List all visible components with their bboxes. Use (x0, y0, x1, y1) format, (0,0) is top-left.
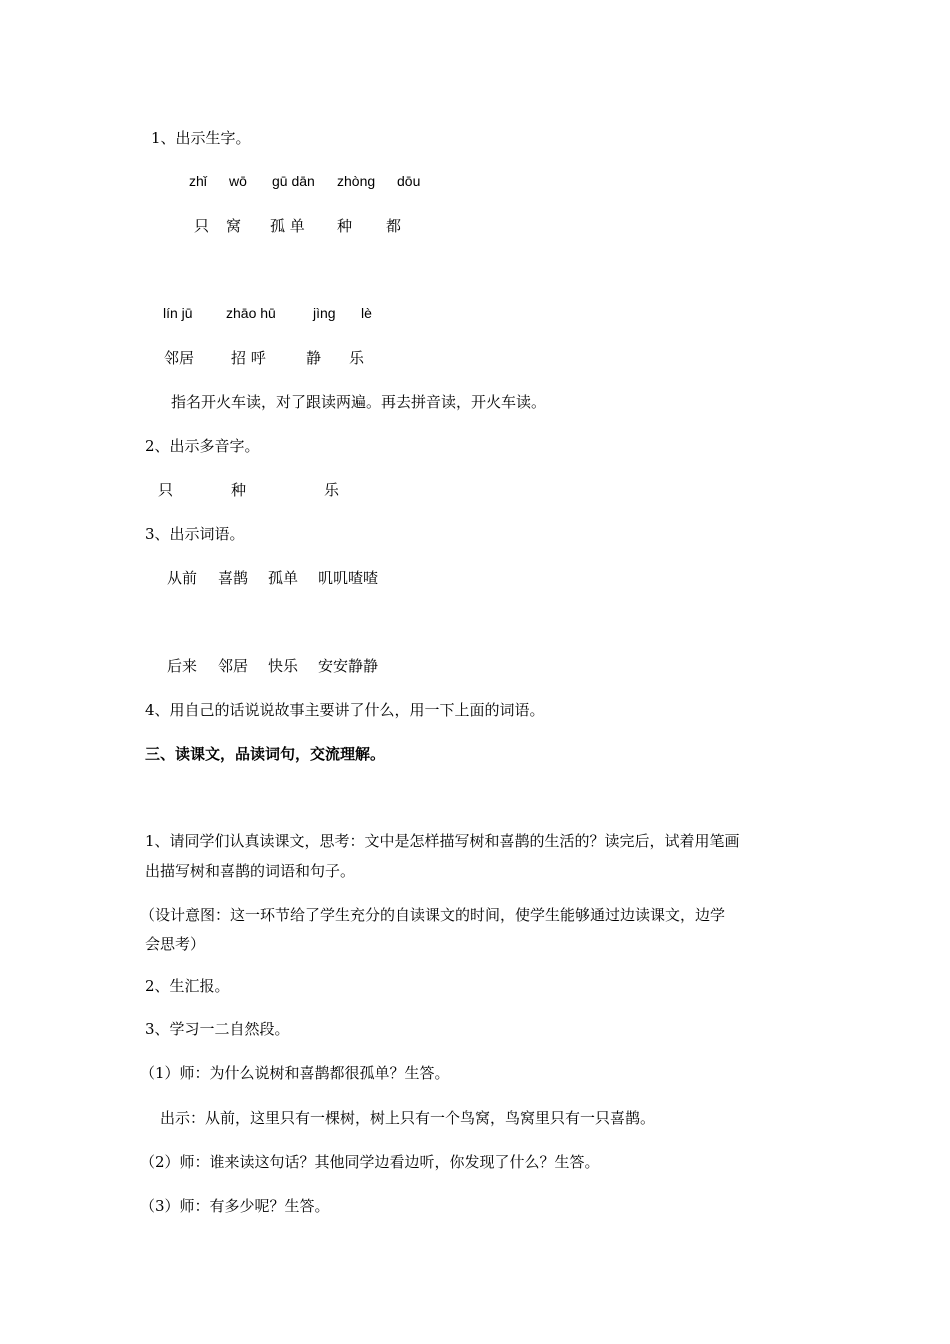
pinyin-le: lè (361, 305, 372, 321)
section4-text: 4、用自己的话说说故事主要讲了什么，用一下上面的词语。 (145, 701, 545, 719)
pinyin-jing: jìng (313, 305, 336, 321)
section2-heading: 2、出示多音字。 (145, 437, 260, 455)
pinyin-gudan: gū dān (272, 173, 315, 189)
pinyin-dou: dōu (397, 173, 421, 189)
char-jing: 静 (306, 349, 322, 367)
section1-instruction: 指名开火车读，对了跟读两遍。再去拼音读，开火车读。 (171, 393, 547, 411)
part3-item3: 3、学习一二自然段。 (145, 1020, 290, 1038)
word-ananjingjing: 安安静静 (318, 657, 379, 675)
word-linju: 邻居 (218, 657, 249, 675)
design-intent-line1: （设计意图：这一环节给了学生充分的自读课文的时间，使学生能够通过边读课文，边学 (140, 906, 726, 924)
char-zhaohu: 招 呼 (231, 349, 266, 367)
word-xique: 喜鹊 (218, 569, 249, 587)
word-gudan: 孤单 (268, 569, 299, 587)
part3-heading: 三、读课文，品读词句，交流理解。 (145, 745, 386, 763)
pinyin-zhaohu: zhāo hū (226, 305, 276, 321)
char-zhi: 只 (194, 217, 210, 235)
part3-item2: 2、生汇报。 (145, 977, 230, 995)
part3-question2: （2）师：谁来读这句话？其他同学边看边听，你发现了什么？生答。 (140, 1153, 600, 1171)
char-zhong: 种 (337, 217, 353, 235)
word-kuaile: 快乐 (268, 657, 299, 675)
polyphone-le: 乐 (324, 481, 340, 499)
char-dou: 都 (386, 217, 402, 235)
pinyin-zhong: zhòng (337, 173, 376, 189)
part3-show-sentence: 出示：从前，这里只有一棵树，树上只有一个鸟窝，鸟窝里只有一只喜鹊。 (160, 1109, 656, 1127)
part3-question3: （3）师：有多少呢？生答。 (140, 1197, 330, 1215)
polyphone-zhong: 种 (231, 481, 247, 499)
pinyin-wo: wō (229, 173, 247, 189)
part3-item1-line2: 出描写树和喜鹊的词语和句子。 (145, 862, 356, 880)
section3-heading: 3、出示词语。 (145, 525, 245, 543)
word-jijizhazha: 叽叽喳喳 (318, 569, 379, 587)
word-congqian: 从前 (167, 569, 198, 587)
design-intent-line2: 会思考） (145, 935, 206, 953)
part3-question1: （1）师：为什么说树和喜鹊都很孤单？生答。 (140, 1064, 450, 1082)
char-gudan: 孤 单 (270, 217, 305, 235)
char-le: 乐 (349, 349, 365, 367)
word-houlai: 后来 (167, 657, 198, 675)
char-linju: 邻居 (164, 349, 195, 367)
section1-heading: 1、出示生字。 (151, 129, 251, 147)
polyphone-zhi: 只 (158, 481, 174, 499)
pinyin-zhi: zhǐ (189, 173, 207, 189)
part3-item1-line1: 1、请同学们认真读课文，思考：文中是怎样描写树和喜鹊的生活的？读完后，试着用笔画 (145, 832, 740, 850)
char-wo: 窝 (226, 217, 242, 235)
pinyin-linju: lín jū (163, 305, 193, 321)
